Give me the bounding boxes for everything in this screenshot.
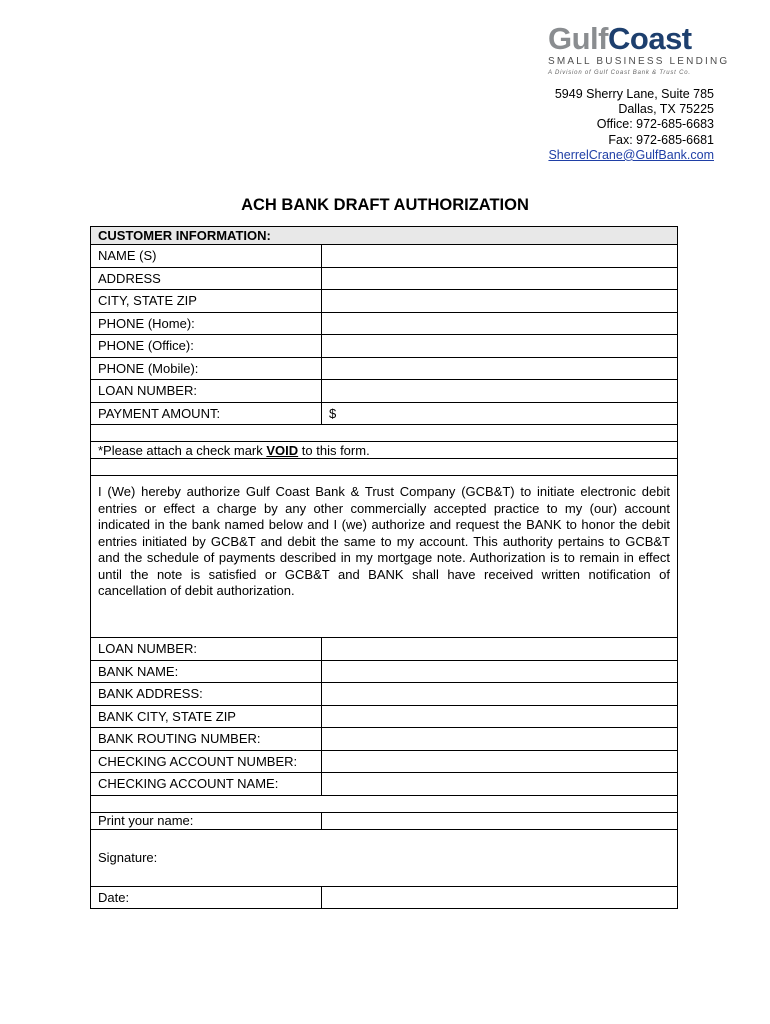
address-row — [91, 267, 677, 290]
authorization-paragraph: I (We) hereby authorize Gulf Coast Bank & Trust Company (GCB&T) to initiate electronic debit entries or effect a charge by any other commercially accepted practice to my (our) account indicated in the bank named below and I (we) authorize and request the BANK to honor the debit entries initiated by GCB&T and debit the same to my account. This authority pertains to GCB&T and the schedule of payments described in my mortgage note. Authorization is to remain in effect until the note is satisfied or GCB&T and BANK shall have received written notification of cancellation of debit authorization. — [91, 475, 677, 637]
logo-tagline: SMALL BUSINESS LENDING — [548, 56, 730, 67]
bank-name-field[interactable] — [322, 661, 677, 683]
email-link[interactable]: SherrelCrane@GulfBank.com — [548, 147, 714, 162]
address-label: ADDRESS — [91, 268, 322, 290]
account-name-field[interactable] — [322, 773, 677, 795]
name-row — [91, 244, 677, 267]
city-field[interactable] — [322, 290, 677, 312]
routing-number-label: BANK ROUTING NUMBER: — [91, 728, 322, 750]
city-state-zip: Dallas, TX 75225 — [618, 102, 714, 117]
routing-number-field[interactable] — [322, 728, 677, 750]
office-phone: Office: 972-685-6683 — [596, 117, 714, 132]
fax-number: Fax: 972-685-6681 — [608, 132, 714, 147]
print-name-label: Print your name: — [91, 813, 322, 829]
logo-wordmark: GulfCoast — [548, 21, 692, 56]
bank-address-label: BANK ADDRESS: — [91, 683, 322, 705]
routing-number-row — [91, 727, 677, 750]
bank-loan-row — [91, 637, 677, 660]
logo-division: A Division of Gulf Coast Bank & Trust Co. — [548, 70, 691, 76]
phone-mobile-label: PHONE (Mobile): — [91, 358, 322, 380]
account-name-row — [91, 772, 677, 795]
bank-name-row — [91, 660, 677, 683]
bank-loan-label: LOAN NUMBER: — [91, 638, 322, 660]
print-name-field[interactable] — [322, 813, 677, 829]
signature-label[interactable]: Signature: — [98, 850, 158, 865]
void-word: VOID — [266, 442, 299, 458]
spacer-row — [91, 424, 677, 441]
payment-amount-row — [91, 402, 677, 425]
bank-city-label: BANK CITY, STATE ZIP — [91, 706, 322, 728]
bank-city-field[interactable] — [322, 706, 677, 728]
account-number-label: CHECKING ACCOUNT NUMBER: — [91, 751, 322, 773]
void-note-row — [91, 441, 677, 458]
account-number-field[interactable] — [322, 751, 677, 773]
gulf-coast-logo — [548, 21, 730, 76]
phone-home-label: PHONE (Home): — [91, 313, 322, 335]
signature-row — [91, 829, 677, 886]
phone-mobile-field[interactable] — [322, 358, 677, 380]
phone-mobile-row — [91, 357, 677, 380]
bank-city-row — [91, 705, 677, 728]
bank-address-field[interactable] — [322, 683, 677, 705]
void-note-suffix: to this form. — [298, 442, 370, 458]
phone-office-row — [91, 334, 677, 357]
date-label: Date: — [91, 887, 322, 909]
bank-address-row — [91, 682, 677, 705]
street-address: 5949 Sherry Lane, Suite 785 — [554, 87, 714, 101]
print-name-row — [91, 812, 677, 829]
name-field[interactable] — [322, 245, 677, 267]
void-note-prefix: *Please attach a check mark — [98, 442, 267, 458]
account-name-label: CHECKING ACCOUNT NAME: — [91, 773, 322, 795]
bank-loan-field[interactable] — [322, 638, 677, 660]
phone-office-field[interactable] — [322, 335, 677, 357]
contact-block — [548, 87, 714, 163]
phone-home-field[interactable] — [322, 313, 677, 335]
account-number-row — [91, 750, 677, 773]
city-label: CITY, STATE ZIP — [91, 290, 322, 312]
customer-info-header: CUSTOMER INFORMATION: — [91, 227, 677, 244]
page-title: ACH BANK DRAFT AUTHORIZATION — [241, 196, 529, 214]
address-field[interactable] — [322, 268, 677, 290]
date-row — [91, 886, 677, 909]
date-field[interactable] — [322, 887, 677, 909]
payment-amount-label: PAYMENT AMOUNT: — [91, 403, 322, 425]
spacer-row — [91, 795, 677, 812]
payment-amount-field[interactable]: $ — [329, 405, 337, 421]
phone-home-row — [91, 312, 677, 335]
phone-office-label: PHONE (Office): — [91, 335, 322, 357]
city-row — [91, 289, 677, 312]
authorization-form — [90, 226, 678, 909]
loan-number-field[interactable] — [322, 380, 677, 402]
bank-name-label: BANK NAME: — [91, 661, 322, 683]
loan-number-label: LOAN NUMBER: — [91, 380, 322, 402]
name-label: NAME (S) — [91, 245, 322, 267]
spacer-row — [91, 458, 677, 475]
loan-number-row — [91, 379, 677, 402]
